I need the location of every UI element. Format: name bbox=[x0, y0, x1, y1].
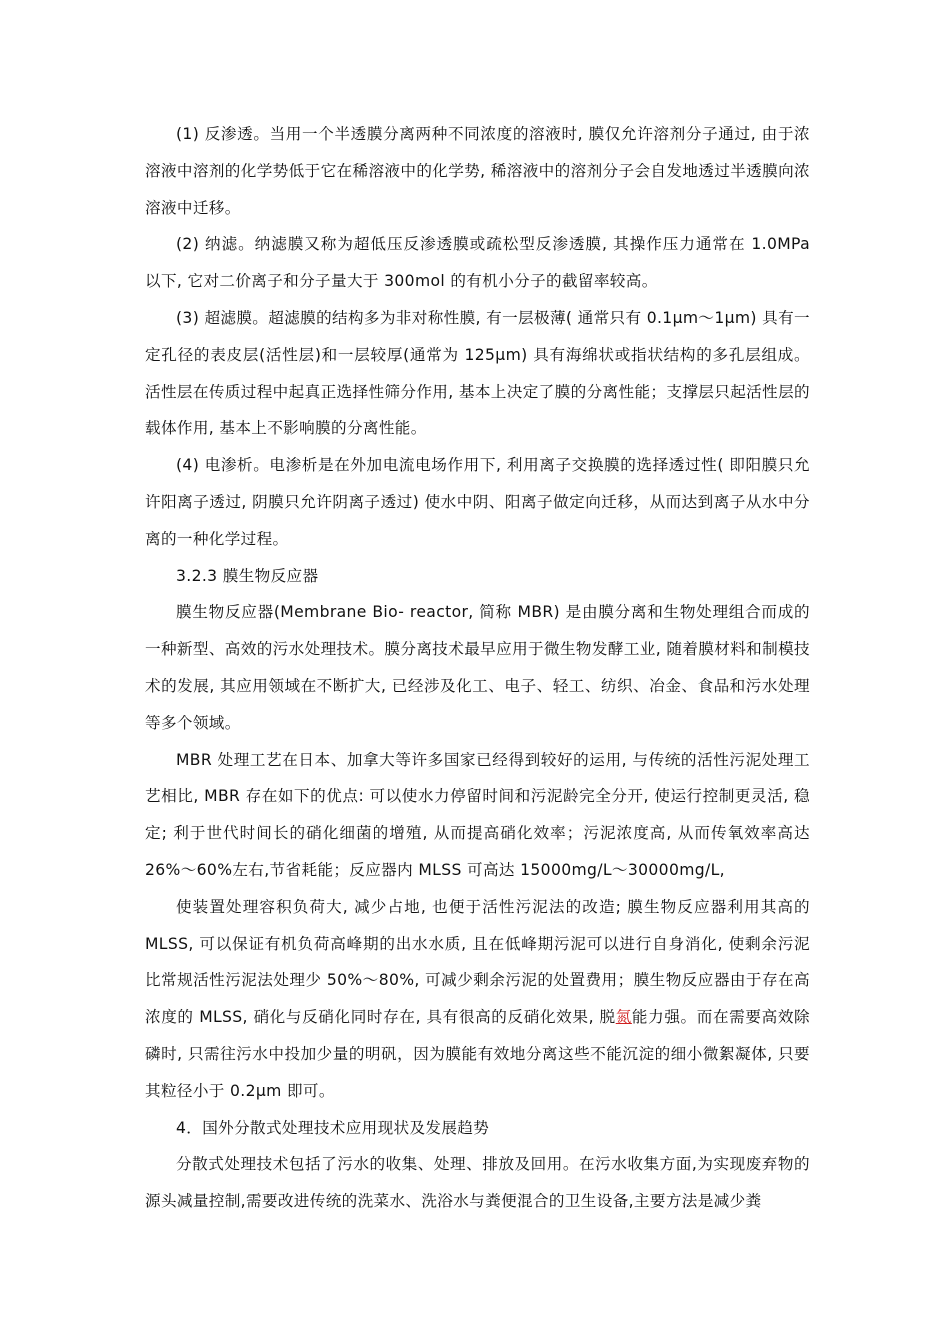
paragraph-mbr-intro: 膜生物反应器(Membrane Bio- reactor, 简称 MBR) 是由膜分离和生物处理组合而成的一种新型、高效的污水处理技术。膜分离技术最早应用于微生物发酵工业, 随着膜材料和制模技术的发展, 其应用领域在不断扩大, 已经涉及化工、电子、轻工、纺织、冶金、食品和污水处理等多个领域。 bbox=[145, 603, 810, 732]
highlighted-word: 氮 bbox=[615, 1008, 632, 1027]
document-body bbox=[145, 116, 810, 1220]
paragraph-mbr-benefits bbox=[145, 889, 810, 1110]
paragraph-decentralized: 分散式处理技术包括了污水的收集、处理、排放及回用。在污水收集方面,为实现废弃物的源头减量控制,需要改进传统的洗菜水、洗浴水与粪便混合的卫生设备,主要方法是减少粪 bbox=[145, 1155, 810, 1211]
paragraph-nanofiltration: (2) 纳滤。纳滤膜又称为超低压反渗透膜或疏松型反渗透膜, 其操作压力通常在 1.0MPa 以下, 它对二价离子和分子量大于 300mol 的有机小分子的截留率较高。 bbox=[145, 235, 810, 291]
paragraph-text-part: 使装置处理容积负荷大, 减少占地, 也便于活性污泥法的改造; 膜生物反应器利用其高的 MLSS, 可以保证有机负荷高峰期的出水水质, 且在低峰期污泥可以进行自身消化, 使剩余污泥比常规活性污泥法处理少 50%～80%, 可减少剩余污泥的处置费用；膜生物反应器由于存在高浓度的 MLSS, 硝化与反硝化同时存在, 具有很高的反硝化效果, 脱 bbox=[145, 897, 810, 1027]
paragraph-ultrafiltration: (3) 超滤膜。超滤膜的结构多为非对称性膜, 有一层极薄( 通常只有 0.1μm～1μm) 具有一定孔径的表皮层(活性层)和一层较厚(通常为 125μm) 具有海绵状或指状结构的多孔层组成。活性层在传质过程中起真正选择性筛分作用, 基本上决定了膜的分离性能；支撑层只起活性层的载体作用, 基本上不影响膜的分离性能。 bbox=[145, 308, 810, 438]
paragraph-text-part: 能力强。而在需要高效除磷时, 只需往污水中投加少量的明矾，因为膜能有效地分离这些不能沉淀的细小微絮凝体, 只要其粒径小于 0.2μm 即可。 bbox=[145, 1008, 810, 1100]
paragraph-mbr-advantages: MBR 处理工艺在日本、加拿大等许多国家已经得到较好的运用, 与传统的活性污泥处理工艺相比, MBR 存在如下的优点: 可以使水力停留时间和污泥龄完全分开, 使运行控制更灵活, 稳定; 利于世代时间长的硝化细菌的增殖, 从而提高硝化效率；污泥浓度高, 从而传氧效率高达 26%～60%左右,节省耗能；反应器内 MLSS 可高达 15000mg/L～30000mg/L, bbox=[145, 750, 810, 879]
section-heading-mbr: 3.2.3 膜生物反应器 bbox=[176, 566, 319, 585]
paragraph-reverse-osmosis: (1) 反渗透。当用一个半透膜分离两种不同浓度的溶液时, 膜仅允许溶剂分子通过, 由于浓溶液中溶剂的化学势低于它在稀溶液中的化学势, 稀溶液中的溶剂分子会自发地透过半透膜向浓溶液中迁移。 bbox=[145, 125, 810, 217]
paragraph-electrodialysis: (4) 电渗析。电渗析是在外加电流电场作用下, 利用离子交换膜的选择透过性( 即阳膜只允许阳离子透过, 阴膜只允许阴离子透过) 使水中阴、阳离子做定向迁移，从而达到离子从水中分离的一种化学过程。 bbox=[145, 456, 810, 548]
section-heading-foreign: 4．国外分散式处理技术应用现状及发展趋势 bbox=[176, 1118, 490, 1137]
